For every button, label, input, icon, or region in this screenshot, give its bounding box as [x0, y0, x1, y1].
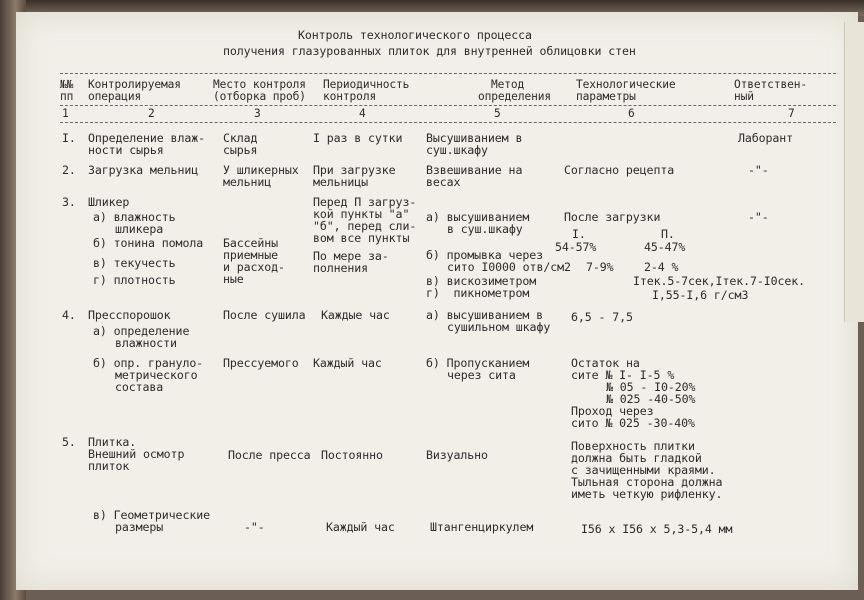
page-edge-strip [844, 22, 864, 322]
row4-num: 4. [62, 308, 76, 322]
row5-params-4: Тыльная сторона должна [571, 475, 723, 489]
col-number-3: 3 [254, 107, 261, 120]
row5-method-v: Штангенциркулем [430, 520, 534, 534]
row3-place-1: Бассейны [223, 236, 279, 250]
row4-place-a: После сушила [223, 308, 306, 322]
row1-period: I раз в сутки [313, 131, 403, 145]
row4-params-b-6: сито № 025 -30-40% [571, 416, 695, 430]
row4-method-b-1: б) Пропусканием [426, 356, 530, 370]
col-number-2: 2 [148, 107, 155, 120]
row4-period-b: Каждый час [313, 356, 382, 370]
row5-params-5: иметь четкую рифленку. [571, 487, 723, 501]
document-page [16, 12, 858, 590]
row3-params-col-ii: П. [661, 227, 675, 241]
row3-period-c-2: полнения [313, 261, 369, 275]
row4-method-a-2: сушильном шкафу [447, 320, 551, 334]
row5-operation-3: плиток [88, 459, 130, 473]
row5-place: После пресса [228, 448, 311, 462]
col-resp-h2: ный [734, 90, 754, 103]
row3-period-a-2: кой пункты "а" [313, 207, 410, 221]
row1-method-1: Высушиванием в [426, 131, 523, 145]
col-params-h1: Технологические [576, 78, 676, 91]
row5-operation-1: Плитка. [88, 435, 137, 449]
row2-resp: -"- [748, 163, 769, 177]
row4-sub-b-1: б) опр. гранулo- [93, 356, 204, 370]
row4-params-a: 6,5 - 7,5 [571, 310, 633, 324]
row1-resp: Лаборант [738, 131, 794, 145]
row3-period-a-4: вом все пункты [313, 231, 410, 245]
col-num-h1: №№ [60, 78, 74, 91]
col-params-h2: параметры [576, 90, 636, 103]
col-number-4: 4 [359, 107, 366, 120]
row2-period-2: мельницы [313, 175, 369, 189]
col-number-1: 1 [62, 107, 69, 120]
col-num-h2: пп [60, 90, 74, 103]
row3-place-3: и расход- [223, 260, 285, 274]
row1-place-1: Склад [223, 131, 258, 145]
row3-method-a-2: в суш.шкафу [447, 222, 523, 236]
row3-method-b-2: сито I0000 отв/см2 [447, 260, 571, 274]
row3-params-c: Iтек.5-7сек,Iтек.7-I0сек. [633, 274, 806, 288]
row3-sub-c: в) текучесть [93, 256, 176, 270]
row4-params-b-2: сите № I- I-5 % [571, 368, 675, 382]
row4-params-b-1: Остаток на [571, 356, 640, 370]
row3-params-b2: 2-4 % [644, 260, 679, 274]
row5-params-1: Поверхность плитки [571, 439, 695, 453]
col-place-h2: (отборка проб) [213, 90, 306, 103]
row3-params-head: После загрузки [564, 210, 661, 224]
row3-sub-d: г) плотность [93, 273, 176, 287]
col-number-6: 6 [628, 107, 635, 120]
row3-num: 3. [62, 195, 76, 209]
row4-period-a: Каждые час [321, 308, 390, 322]
row3-period-a-1: Перед П загруз- [313, 195, 417, 209]
row2-place-2: мельниц [223, 175, 272, 189]
row5-place-v: -"- [244, 520, 265, 534]
row3-params-b1: 7-9% [586, 260, 614, 274]
row1-place-2: сырья [223, 143, 258, 157]
row2-num: 2. [62, 163, 76, 177]
row4-params-b-3: № 05 - I0-20% [606, 380, 696, 394]
row3-resp: -"- [748, 210, 769, 224]
row1-method-2: суш.шкафу [426, 143, 488, 157]
header-bottom-rule [60, 122, 836, 123]
col-number-5: 5 [494, 107, 501, 120]
col-period-h2: контроля [323, 90, 377, 103]
row2-method-1: Взвешивание на [426, 163, 523, 177]
row3-place-2: приемные [223, 248, 279, 262]
row5-num: 5. [62, 435, 76, 449]
row4-params-b-5: Проход через [571, 404, 654, 418]
row5-period-v: Каждый час [326, 520, 395, 534]
col-operation-h1: Контролируемая [88, 78, 181, 91]
row3-sub-b: б) тонина помола [93, 236, 204, 250]
row5-sub-v-2: размеры [115, 520, 164, 534]
row2-place-1: У шликерных [223, 163, 299, 177]
title-line-1: Контроль технологического процесса [298, 28, 532, 42]
row5-params-2: должна быть гладкой [571, 451, 702, 465]
row4-operation: Пресспорошок [88, 308, 171, 322]
row4-params-b-4: № 025 -40-50% [606, 392, 696, 406]
row3-sub-a-1: а) влажность [93, 210, 176, 224]
header-top-rule [60, 73, 836, 74]
col-place-h1: Место контроля [213, 78, 306, 91]
title-line-2: получения глазурованных плиток для внутренней облицовки стен [223, 44, 636, 58]
row2-period-1: При загрузке [313, 163, 396, 177]
row3-place-4: ные [223, 272, 244, 286]
row5-period: Постоянно [321, 448, 383, 462]
row1-num: I. [62, 131, 76, 145]
row3-params-d: I,55-I,6 г/см3 [652, 288, 749, 302]
row3-params-col-i: I. [572, 227, 586, 241]
row2-method-2: весах [426, 175, 461, 189]
row3-period-c-1: По мере за- [313, 249, 389, 263]
row4-place-b: Прессуемого [223, 356, 299, 370]
row4-sub-b-2: метрического [115, 368, 198, 382]
col-method-h2: определения [478, 90, 551, 103]
row3-operation: Шликер [88, 195, 130, 209]
row4-sub-a-1: а) определение [93, 324, 190, 338]
row3-params-a2: 45-47% [644, 240, 686, 254]
col-operation-h2: операция [88, 90, 142, 103]
row5-params-v: I56 x I56 x 5,3-5,4 мм [581, 522, 733, 536]
row2-params: Согласно рецепта [564, 163, 675, 177]
col-resp-h1: Ответствен- [734, 78, 807, 91]
row3-method-d: г) пикнометром [426, 286, 530, 300]
row4-method-b-2: через сита [447, 368, 516, 382]
row3-sub-a-2: шликера [115, 222, 164, 236]
row3-method-c: в) вискозиметром [426, 274, 537, 288]
row3-method-b-1: б) промывка через [426, 248, 543, 262]
row5-method: Визуально [426, 448, 488, 462]
row2-operation: Загрузка мельниц [88, 163, 199, 177]
row4-method-a-1: а) высушиванием в [426, 308, 543, 322]
row5-params-3: с зачищенными краями. [571, 463, 716, 477]
col-period-h1: Периодичность [323, 78, 410, 91]
col-method-h1: Метод [491, 78, 525, 91]
row3-period-a-3: "б", перед сли- [313, 219, 417, 233]
row4-sub-a-2: влажности [115, 336, 177, 350]
row4-sub-b-3: состава [115, 380, 164, 394]
col-number-7: 7 [788, 107, 795, 120]
row1-operation-1: Определение влаж- [88, 131, 205, 145]
row5-operation-2: Внешний осмотр [88, 447, 185, 461]
row5-sub-v-1: в) Геометрические [93, 508, 210, 522]
row3-params-a1: 54-57% [555, 240, 597, 254]
row1-operation-2: ности сырья [88, 143, 164, 157]
row3-method-a-1: а) высушиванием [426, 210, 530, 224]
header-mid-rule [60, 105, 836, 106]
